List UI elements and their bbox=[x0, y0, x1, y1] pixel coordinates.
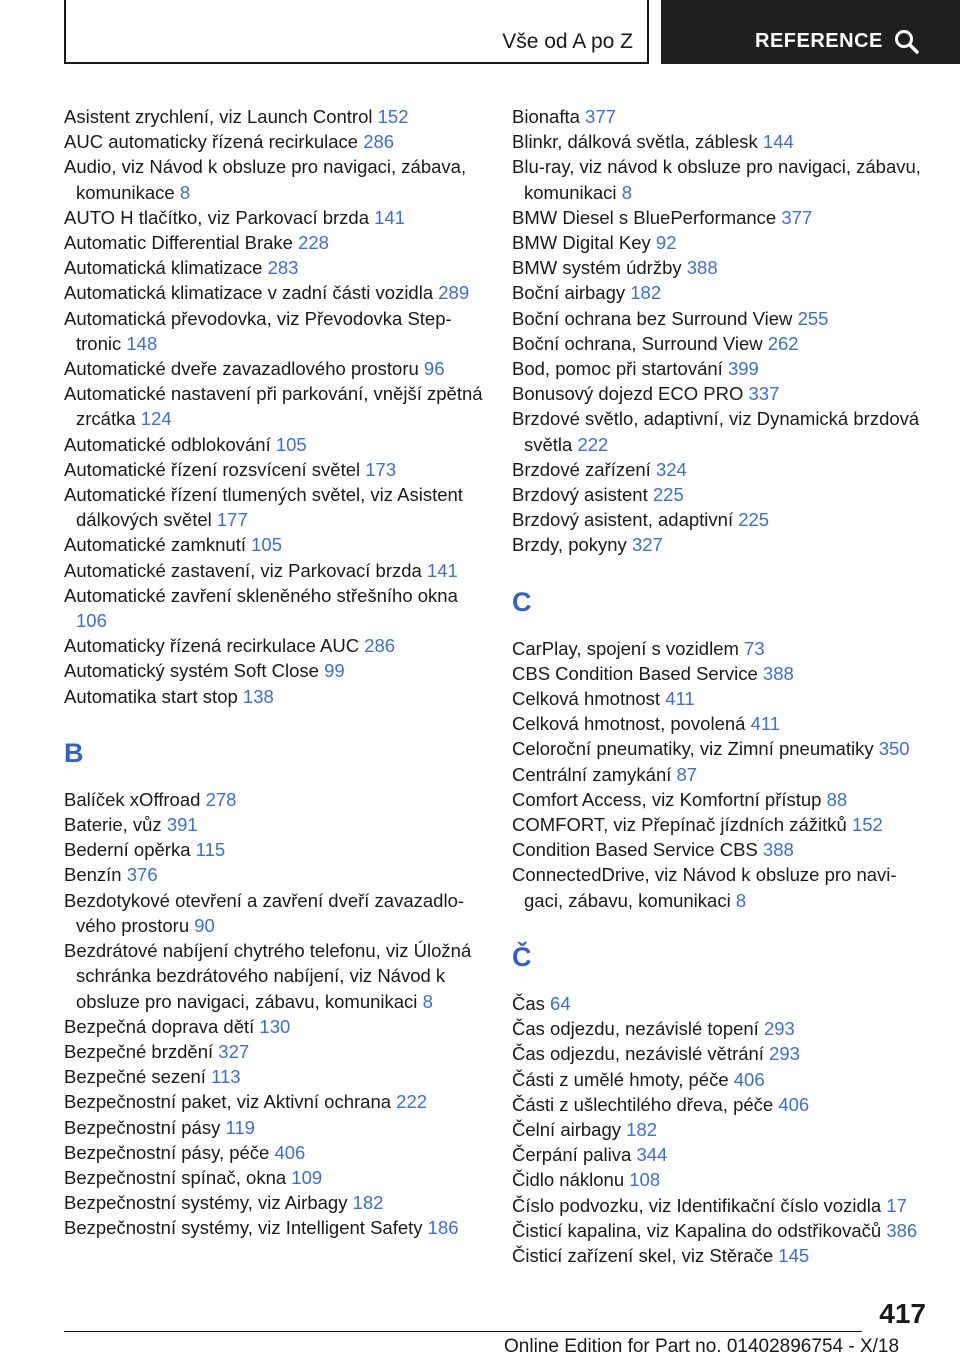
index-entry bbox=[64, 1215, 484, 1240]
index-entry-text: ConnectedDrive, viz Návod k obsluze pro navi‐gaci, zábavu, komunikaci bbox=[512, 864, 897, 911]
page-link[interactable]: 17 bbox=[886, 1194, 907, 1216]
page-link[interactable]: 8 bbox=[422, 990, 433, 1012]
index-entry-text: Celková hmotnost, povolená bbox=[512, 713, 751, 735]
index-entry bbox=[64, 1190, 484, 1215]
page-link[interactable]: 286 bbox=[364, 635, 396, 657]
index-entry bbox=[512, 381, 932, 406]
page-link[interactable]: 337 bbox=[748, 383, 780, 405]
page-link[interactable]: 186 bbox=[427, 1217, 459, 1239]
page-link[interactable]: 8 bbox=[735, 889, 747, 911]
index-entry bbox=[64, 583, 484, 633]
index-entry bbox=[512, 812, 932, 837]
index-entry bbox=[512, 457, 932, 482]
page-link[interactable]: 399 bbox=[727, 358, 759, 380]
index-entry-text: Číslo podvozku, viz Identifikační číslo vozidla bbox=[512, 1194, 887, 1216]
index-entry-text: CBS Condition Based Service bbox=[512, 662, 763, 684]
index-column-right bbox=[512, 104, 932, 1268]
page-link[interactable]: 90 bbox=[194, 914, 215, 936]
index-entry bbox=[64, 306, 484, 356]
page-link[interactable]: 73 bbox=[744, 637, 765, 659]
index-entry-text: Čidlo náklonu bbox=[512, 1169, 630, 1191]
page-link[interactable]: 108 bbox=[629, 1169, 661, 1191]
index-entry bbox=[512, 1067, 932, 1092]
section-title: Vše od A po Z bbox=[502, 30, 633, 53]
index-entry-text: COMFORT, viz Přepínač jízdních zážitků bbox=[512, 814, 852, 836]
index-entry bbox=[64, 230, 484, 255]
index-entry-text: Automatické řízení tlumených světel, viz Asistent dálkových světel bbox=[64, 484, 463, 531]
index-entry bbox=[512, 154, 932, 204]
index-entry bbox=[64, 432, 484, 457]
page-link[interactable]: 138 bbox=[242, 685, 274, 707]
page-link[interactable]: 289 bbox=[438, 282, 470, 304]
index-entry bbox=[512, 532, 932, 557]
index-entry bbox=[64, 129, 484, 154]
index-entry-text: Bionafta bbox=[512, 106, 586, 127]
index-entry-text: Automatické zamknutí bbox=[64, 534, 252, 556]
index-entry bbox=[64, 812, 484, 837]
page-link[interactable]: 377 bbox=[781, 206, 813, 228]
index-entry-text: Brzdový asistent, adaptivní bbox=[512, 509, 739, 531]
page-link[interactable]: 327 bbox=[218, 1040, 250, 1062]
index-entry-text: Asistent zrychlení, viz Launch Control bbox=[64, 106, 378, 127]
page-link[interactable]: 92 bbox=[655, 232, 677, 254]
index-entry bbox=[512, 636, 932, 661]
page-link[interactable]: 8 bbox=[621, 181, 632, 203]
page-link[interactable]: 388 bbox=[762, 839, 794, 861]
index-entry-text: Celková hmotnost bbox=[512, 688, 666, 710]
page-link[interactable]: 145 bbox=[778, 1244, 810, 1266]
index-entry-text: Bezpečné brzdění bbox=[64, 1040, 219, 1062]
index-entry-text: Bezpečnostní paket, viz Aktivní ochrana bbox=[64, 1091, 397, 1113]
index-entry-text: BMW Diesel s BluePerformance bbox=[512, 206, 782, 228]
page-link[interactable]: 406 bbox=[274, 1141, 306, 1163]
index-entry bbox=[512, 306, 932, 331]
page-link[interactable]: 286 bbox=[363, 131, 395, 153]
index-entry bbox=[64, 658, 484, 683]
index-entry bbox=[512, 1041, 932, 1066]
index-entry bbox=[512, 356, 932, 381]
index-entry-text: Bezpečná doprava dětí bbox=[64, 1015, 260, 1037]
index-letter-heading: Č bbox=[512, 941, 532, 972]
index-entry bbox=[64, 1140, 484, 1165]
index-entry bbox=[64, 532, 484, 557]
index-entry bbox=[512, 736, 932, 761]
index-entry bbox=[512, 686, 932, 711]
index-entry bbox=[64, 633, 484, 658]
index-letter-heading: C bbox=[512, 586, 532, 617]
index-entry bbox=[512, 1193, 932, 1218]
index-entry-text: Bezdrátové nabíjení chytrého telefonu, viz Úložná schránka bezdrátového nabíjení, viz Návod k obsluze pro navigaci, zábavu, komunikaci bbox=[64, 940, 472, 1012]
page-link[interactable]: 376 bbox=[126, 864, 158, 886]
index-entry-text: Brzdový asistent bbox=[512, 484, 653, 506]
index-entry bbox=[64, 837, 484, 862]
page-link[interactable]: 182 bbox=[630, 282, 662, 304]
index-entry-text: Čisticí zařízení skel, viz Stěrače bbox=[512, 1244, 779, 1266]
index-entry-text: Bezpečnostní pásy, péče bbox=[64, 1141, 275, 1163]
index-entry bbox=[512, 1117, 932, 1142]
index-entry-text: Automatické dveře zavazadlového prostoru bbox=[64, 358, 424, 380]
index-entry bbox=[512, 230, 932, 255]
page-link[interactable]: 388 bbox=[762, 662, 794, 684]
index-entry bbox=[512, 129, 932, 154]
index-entry-text: Brzdové světlo, adaptivní, viz Dynamická brzdová světla bbox=[512, 408, 920, 455]
page-link[interactable]: 141 bbox=[426, 559, 458, 581]
index-entry-text: Baterie, vůz bbox=[64, 814, 167, 836]
index-entry bbox=[64, 280, 484, 305]
index-entry-text: Automatický systém Soft Close bbox=[64, 660, 325, 682]
page-link[interactable]: 113 bbox=[211, 1066, 241, 1088]
index-entry bbox=[512, 661, 932, 686]
page-link[interactable]: 141 bbox=[374, 206, 406, 228]
index-entry-text: Čelní airbagy bbox=[512, 1118, 627, 1140]
index-entry-text: BMW Digital Key bbox=[512, 232, 656, 254]
index-entry bbox=[512, 762, 932, 787]
index-entry bbox=[512, 787, 932, 812]
index-entry-text: Brzdové zařízení bbox=[512, 458, 656, 480]
index-entry bbox=[64, 558, 484, 583]
page-link[interactable]: 411 bbox=[750, 713, 781, 735]
page-link[interactable]: 87 bbox=[676, 763, 698, 785]
index-entry-text: Bezpečnostní systémy, viz Intelligent Safety bbox=[64, 1217, 428, 1239]
index-entry bbox=[64, 1039, 484, 1064]
page-link[interactable]: 391 bbox=[166, 814, 198, 836]
page-link[interactable]: 182 bbox=[626, 1118, 658, 1140]
index-entry-text: Čas odjezdu, nezávislé topení bbox=[512, 1018, 764, 1040]
index-entry bbox=[512, 1218, 932, 1243]
page-link[interactable]: 173 bbox=[365, 458, 397, 480]
index-entry bbox=[64, 888, 484, 938]
page-link[interactable]: 283 bbox=[267, 257, 299, 279]
index-entry-text: Čerpání paliva bbox=[512, 1144, 637, 1166]
index-entry-text: Bonusový dojezd ECO PRO bbox=[512, 383, 749, 405]
index-entry bbox=[64, 1165, 484, 1190]
index-entry-text: Bezpečnostní pásy bbox=[64, 1116, 226, 1138]
index-letter-heading: B bbox=[64, 737, 84, 768]
page-link[interactable]: 182 bbox=[352, 1192, 384, 1214]
page-link[interactable]: 105 bbox=[275, 433, 307, 455]
index-entry-text: Automatika start stop bbox=[64, 685, 243, 707]
index-entry-text: Benzín bbox=[64, 864, 127, 886]
index-entry-text: Condition Based Service CBS bbox=[512, 839, 763, 861]
index-entry bbox=[64, 1014, 484, 1039]
index-entry-text: Bezpečnostní spínač, okna bbox=[64, 1166, 292, 1188]
index-entry-text: Automatická klimatizace bbox=[64, 257, 268, 279]
page-link[interactable]: 105 bbox=[251, 534, 283, 556]
page-link[interactable]: 411 bbox=[665, 688, 695, 710]
index-entry bbox=[64, 482, 484, 532]
index-entry bbox=[512, 280, 932, 305]
index-entry-text: Automaticky řízená recirkulace AUC bbox=[64, 635, 365, 657]
index-entry-text: CarPlay, spojení s vozidlem bbox=[512, 637, 745, 659]
index-entry-text: AUC automaticky řízená recirkulace bbox=[64, 131, 364, 153]
index-entry-text: Bezpečné sezení bbox=[64, 1066, 212, 1088]
index-entry bbox=[64, 1115, 484, 1140]
index-entry-text: Čisticí kapalina, viz Kapalina do odstřikovačů bbox=[512, 1219, 887, 1241]
page-link[interactable]: 88 bbox=[826, 788, 848, 810]
index-entry bbox=[512, 1092, 932, 1117]
index-entry-text: Boční airbagy bbox=[512, 282, 631, 304]
page-link[interactable]: 278 bbox=[205, 788, 237, 810]
search-icon[interactable] bbox=[893, 28, 921, 56]
page-link[interactable]: 130 bbox=[259, 1015, 291, 1037]
index-entry-text: Boční ochrana bez Surround View bbox=[512, 307, 798, 329]
index-entry bbox=[64, 255, 484, 280]
page-link[interactable]: 64 bbox=[550, 992, 571, 1014]
page-link[interactable]: 386 bbox=[886, 1219, 918, 1241]
page-link[interactable]: 115 bbox=[195, 839, 226, 861]
index-entry-text: Čas bbox=[512, 992, 551, 1014]
page-link[interactable]: 124 bbox=[140, 408, 172, 430]
page-link[interactable]: 406 bbox=[733, 1068, 765, 1090]
index-entry bbox=[64, 104, 484, 129]
index-entry bbox=[512, 255, 932, 280]
index-entry bbox=[64, 381, 484, 431]
index-entry bbox=[64, 205, 484, 230]
page-link[interactable]: 262 bbox=[767, 332, 799, 354]
index-entry-text: Automatické nastavení při parkování, vnější zpětná zrcátka bbox=[64, 383, 483, 430]
index-entry-text: Čas odjezdu, nezávislé větrání bbox=[512, 1043, 770, 1065]
page-link[interactable]: 406 bbox=[778, 1093, 810, 1115]
index-entry bbox=[512, 406, 932, 456]
page-link[interactable]: 148 bbox=[126, 332, 158, 354]
index-entry bbox=[512, 507, 932, 532]
index-entry-text: Automatické řízení rozsvícení světel bbox=[64, 458, 366, 480]
reference-label: REFERENCE bbox=[755, 30, 883, 52]
page-link[interactable]: 293 bbox=[763, 1018, 795, 1040]
index-entry bbox=[512, 104, 932, 129]
index-entry bbox=[512, 205, 932, 230]
page-link[interactable]: 177 bbox=[216, 509, 248, 531]
footer-rule bbox=[64, 1331, 862, 1332]
edition-text: Online Edition for Part no. 01402896754 - X/18 bbox=[504, 1336, 900, 1357]
index-entry-text: Audio, viz Návod k obsluze pro navigaci, zábava, komunikace bbox=[64, 156, 467, 203]
page-link[interactable]: 228 bbox=[298, 232, 329, 254]
index-column-left bbox=[64, 104, 484, 1241]
page-link[interactable]: 350 bbox=[878, 738, 910, 760]
page-link[interactable]: 388 bbox=[686, 257, 718, 279]
index-entry bbox=[64, 457, 484, 482]
index-entry-text: Automatická převodovka, viz Převodovka Step‐tronic bbox=[64, 307, 452, 354]
page-link[interactable]: 96 bbox=[423, 358, 445, 380]
index-entry-text: Boční ochrana, Surround View bbox=[512, 332, 768, 354]
index-entry-text: Bod, pomoc při startování bbox=[512, 358, 728, 380]
index-entry bbox=[512, 1142, 932, 1167]
page-link[interactable]: 152 bbox=[377, 106, 409, 127]
index-entry-text: Centrální zamykání bbox=[512, 763, 677, 785]
index-entry-text: AUTO H tlačítko, viz Parkovací brzda bbox=[64, 206, 375, 228]
index-entry bbox=[512, 331, 932, 356]
index-entry-text: Balíček xOffroad bbox=[64, 788, 206, 810]
index-entry-text: Automatické zastavení, viz Parkovací brzda bbox=[64, 559, 427, 581]
index-entry-text: Automatické zavření skleněného střešního okna bbox=[64, 584, 458, 606]
index-entry bbox=[512, 1016, 932, 1041]
page-link[interactable]: 377 bbox=[585, 106, 616, 127]
page-link[interactable]: 324 bbox=[655, 458, 687, 480]
index-entry-text: Brzdy, pokyny bbox=[512, 534, 632, 556]
index-entry bbox=[64, 356, 484, 381]
index-entry-text: Blinkr, dálková světla, záblesk bbox=[512, 131, 763, 153]
index-entry-text: Bezdotykové otevření a zavření dveří zavazadlo‐vého prostoru bbox=[64, 889, 465, 936]
page-link[interactable]: 222 bbox=[577, 433, 609, 455]
index-entry-text: Celoroční pneumatiky, viz Zimní pneumatiky bbox=[512, 738, 879, 760]
page-link[interactable]: 255 bbox=[797, 307, 829, 329]
index-entry bbox=[64, 1089, 484, 1114]
page-link[interactable]: 344 bbox=[636, 1144, 668, 1166]
page-link[interactable]: 8 bbox=[179, 181, 191, 203]
index-entry bbox=[64, 684, 484, 709]
page-link[interactable]: 99 bbox=[324, 660, 345, 682]
index-entry-text: Části z umělé hmoty, péče bbox=[512, 1068, 734, 1090]
index-entry bbox=[512, 862, 932, 912]
page-link[interactable]: 144 bbox=[762, 131, 794, 153]
index-entry bbox=[64, 862, 484, 887]
index-entry bbox=[512, 837, 932, 862]
index-entry-text: Bederní opěrka bbox=[64, 839, 196, 861]
index-entry bbox=[64, 787, 484, 812]
page-number: 417 bbox=[879, 1298, 926, 1329]
page-link[interactable]: 225 bbox=[652, 484, 684, 506]
index-entry-text: Automatická klimatizace v zadní části vozidla bbox=[64, 282, 439, 304]
page-link[interactable]: 119 bbox=[225, 1116, 255, 1138]
index-entry bbox=[64, 1064, 484, 1089]
index-entry-text: Comfort Access, viz Komfortní přístup bbox=[512, 788, 827, 810]
index-entry-text: Bezpečnostní systémy, viz Airbagy bbox=[64, 1192, 353, 1214]
page-link[interactable]: 225 bbox=[738, 509, 770, 531]
header-section-box bbox=[64, 0, 649, 64]
index-entry-text: Části z ušlechtilého dřeva, péče bbox=[512, 1093, 779, 1115]
page-link[interactable]: 152 bbox=[851, 814, 883, 836]
index-entry-text: Automatic Differential Brake bbox=[64, 232, 299, 254]
index-entry-text: Blu-ray, viz návod k obsluze pro navigaci, zábavu, komunikaci bbox=[512, 156, 921, 203]
index-entry bbox=[512, 1243, 932, 1268]
page-link[interactable]: 109 bbox=[291, 1166, 323, 1188]
page-link[interactable]: 327 bbox=[631, 534, 663, 556]
index-entry-text: Automatické odblokování bbox=[64, 433, 276, 455]
index-entry-text: BMW systém údržby bbox=[512, 257, 687, 279]
index-entry bbox=[64, 938, 484, 1014]
index-entry bbox=[512, 482, 932, 507]
index-entry bbox=[512, 991, 932, 1016]
page-link[interactable]: 222 bbox=[396, 1091, 428, 1113]
page-link[interactable]: 293 bbox=[769, 1043, 800, 1065]
page-link[interactable]: 106 bbox=[76, 610, 107, 632]
index-entry bbox=[512, 711, 932, 736]
index-entry bbox=[512, 1167, 932, 1192]
index-entry bbox=[64, 154, 484, 204]
